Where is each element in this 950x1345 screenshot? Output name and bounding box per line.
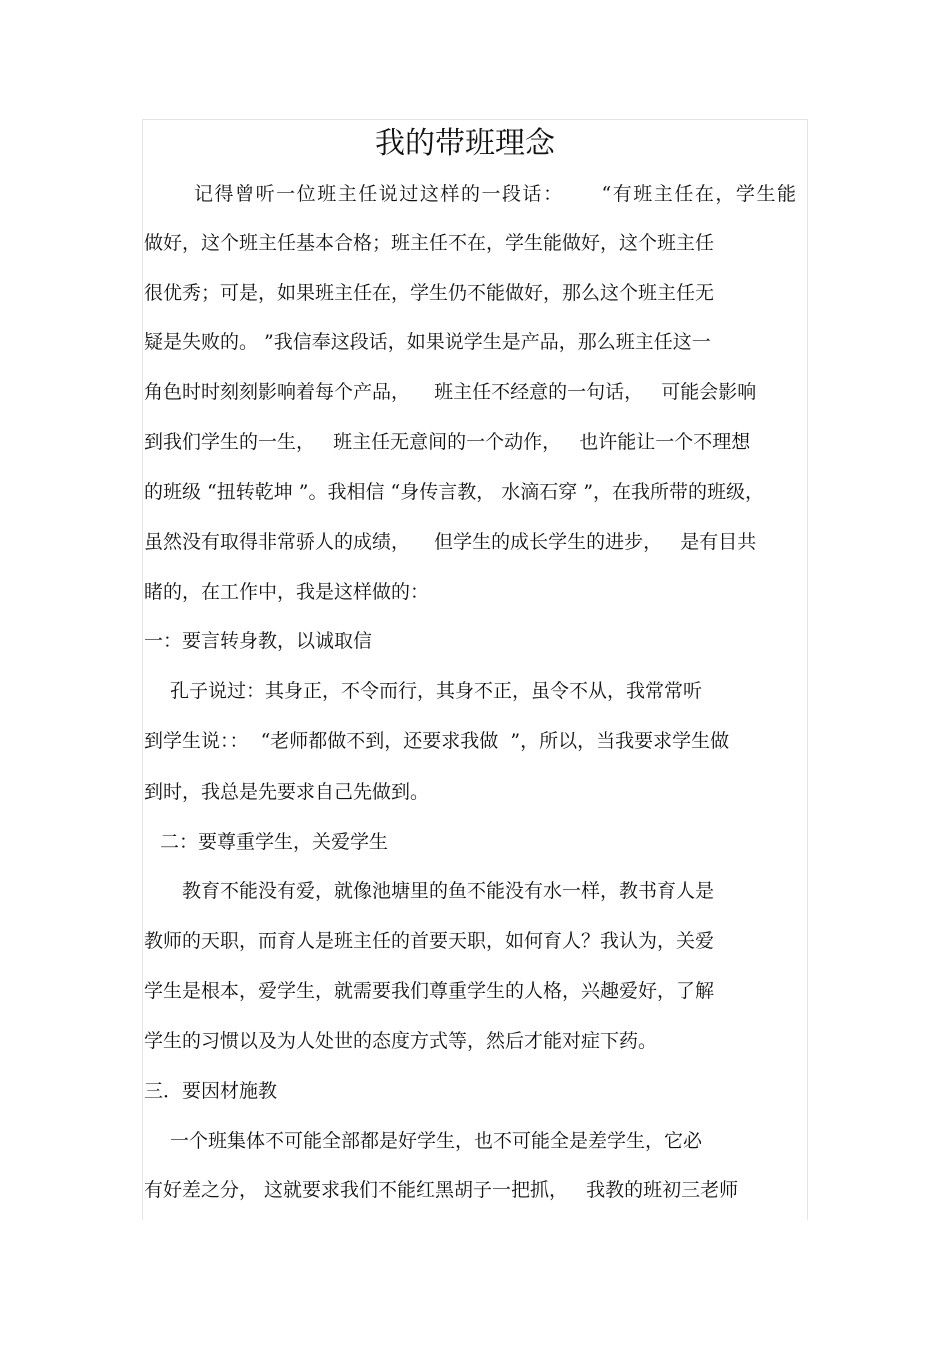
body-line: 孔子说过：其身正，不令而行，其身不正，虽令不从，我常常听	[170, 680, 703, 702]
body-line: 教师的天职，而育人是班主任的首要天职，如何育人？我认为，关爱	[144, 930, 715, 952]
body-line: 做好，这个班主任基本合格；班主任不在，学生能做好，这个班主任	[144, 232, 715, 254]
body-line: 角色时时刻刻影响着每个产品， 班主任不经意的一句话， 可能会影响	[144, 381, 757, 403]
body-line: 一个班集体不可能全部都是好学生，也不可能全是差学生，它必	[170, 1130, 703, 1152]
body-line: 教育不能没有爱，就像池塘里的鱼不能没有水一样，教书育人是	[182, 880, 715, 902]
body-line: 学生是根本，爱学生，就需要我们尊重学生的人格，兴趣爱好，了解	[144, 980, 715, 1002]
body-line: 到我们学生的一生， 班主任无意间的一个动作， 也许能让一个不理想	[144, 431, 751, 453]
section-heading-1: 一：要言转身教，以诚取信	[144, 630, 373, 652]
body-line: 有好差之分， 这就要求我们不能红黑胡子一把抓， 我教的班初三老师	[144, 1179, 739, 1201]
body-line: 很优秀；可是，如果班主任在，学生仍不能做好，那么这个班主任无	[144, 282, 715, 304]
section-heading-3: 三．要因材施教	[144, 1080, 278, 1102]
body-line: 虽然没有取得非常骄人的成绩， 但学生的成长学生的进步， 是有目共	[144, 531, 757, 553]
body-line: 到时，我总是先要求自己先做到。	[144, 781, 430, 803]
body-line: 的班级 “扭转乾坤 ”。我相信 “身传言教， 水滴石穿 ”，在我所带的班级，	[144, 481, 765, 503]
body-line: 记得曾听一位班主任说过这样的一段话： “有班主任在，学生能	[194, 183, 796, 205]
section-heading-2: 二：要尊重学生，关爱学生	[160, 831, 389, 853]
document-title: 我的带班理念	[375, 126, 555, 161]
body-line: 疑是失败的。 ”我信奉这段话，如果说学生是产品，那么班主任这一	[144, 331, 711, 353]
body-line: 学生的习惯以及为人处世的态度方式等，然后才能对症下药。	[144, 1030, 658, 1052]
body-line: 睹的，在工作中，我是这样做的：	[144, 581, 430, 603]
body-line: 到学生说：： “老师都做不到，还要求我做 ”，所以，当我要求学生做	[144, 730, 730, 752]
